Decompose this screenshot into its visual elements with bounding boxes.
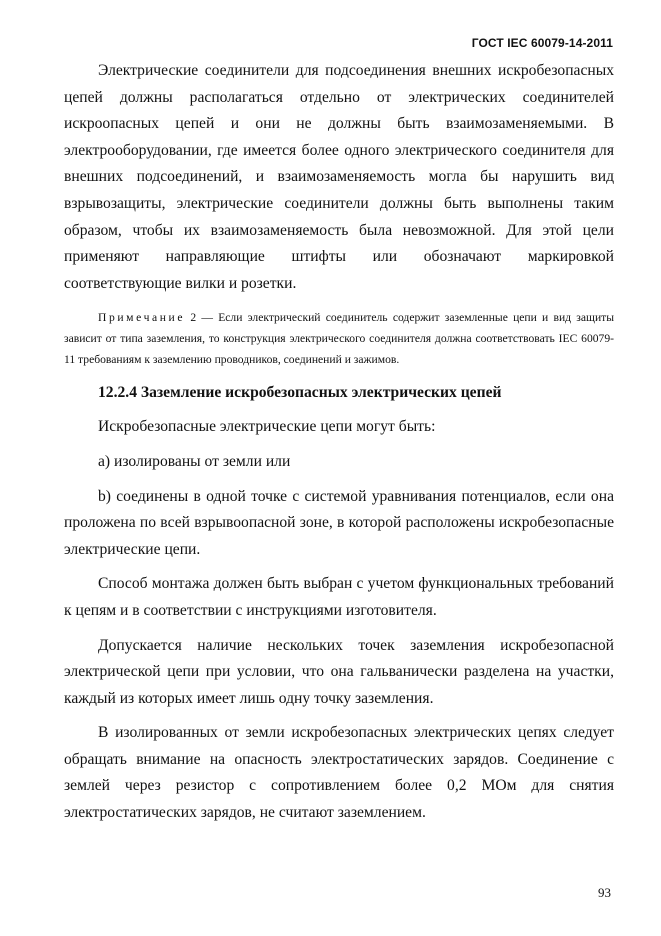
list-item-a: a) изолированы от земли или	[98, 452, 291, 470]
section-intro: Искробезопасные электрические цепи могут быть:	[98, 418, 436, 436]
paragraph-multiple-grounding: Допускается наличие нескольких точек заземления искробезопасной электрической цепи при условии, что она гальванически разделена на участки, каждый из которых имеет лишь одну точку заземления.	[64, 636, 614, 707]
paragraph-connectors: Электрические соединители для подсоединения внешних искробезопасных цепей должны располагаться отдельно от электрических соединителей искроопасных цепей и они не должны быть взаимозаменяемыми. В электрооборудовании, где имеется более одного электрического соединителя для внешних подсоединений, и взаимозаменяемость могла бы нарушить вид взрывозащиты, электрические соединители должны быть выполнены таким образом, чтобы их взаимозаменяемость была невозможной. Для этой цели применяют направляющие штифты или обозначают маркировкой соответствующие вилки и розетки.	[64, 62, 614, 292]
note-2	[64, 307, 614, 370]
note-text: Если электрический соединитель содержит заземленные цепи и вид защиты зависит от типа заземления, то конструкция электрического соединителя должна соответствовать IEC 60079-11 требованиям к заземлению проводников, соединений и зажимов.	[64, 311, 614, 367]
paragraph-installation: Способ монтажа должен быть выбран с учетом функциональных требований к цепям и в соответствии с инструкциями изготовителя.	[64, 575, 614, 619]
note-dash: —	[201, 311, 213, 325]
page-content	[64, 58, 614, 827]
section-heading: 12.2.4 Заземление искробезопасных электрических цепей	[98, 384, 502, 402]
page-number: 93	[598, 885, 611, 900]
note-label: Примечание	[98, 311, 186, 325]
list-item-b: b) соединены в одной точке с системой уравнивания потенциалов, если она проложена по всей взрывоопасной зоне, в которой расположены искробезопасные электрические цепи.	[64, 487, 614, 558]
paragraph-electrostatic: В изолированных от земли искробезопасных электрических цепях следует обращать внимание на опасность электростатических зарядов. Соединение с землей через резистор с сопротивлением более 0,2 МОм для снятия электростатических зарядов, не считают заземлением.	[64, 724, 614, 822]
note-number: 2	[190, 311, 197, 325]
document-header-code: ГОСТ IEC 60079-14-2011	[471, 36, 613, 50]
